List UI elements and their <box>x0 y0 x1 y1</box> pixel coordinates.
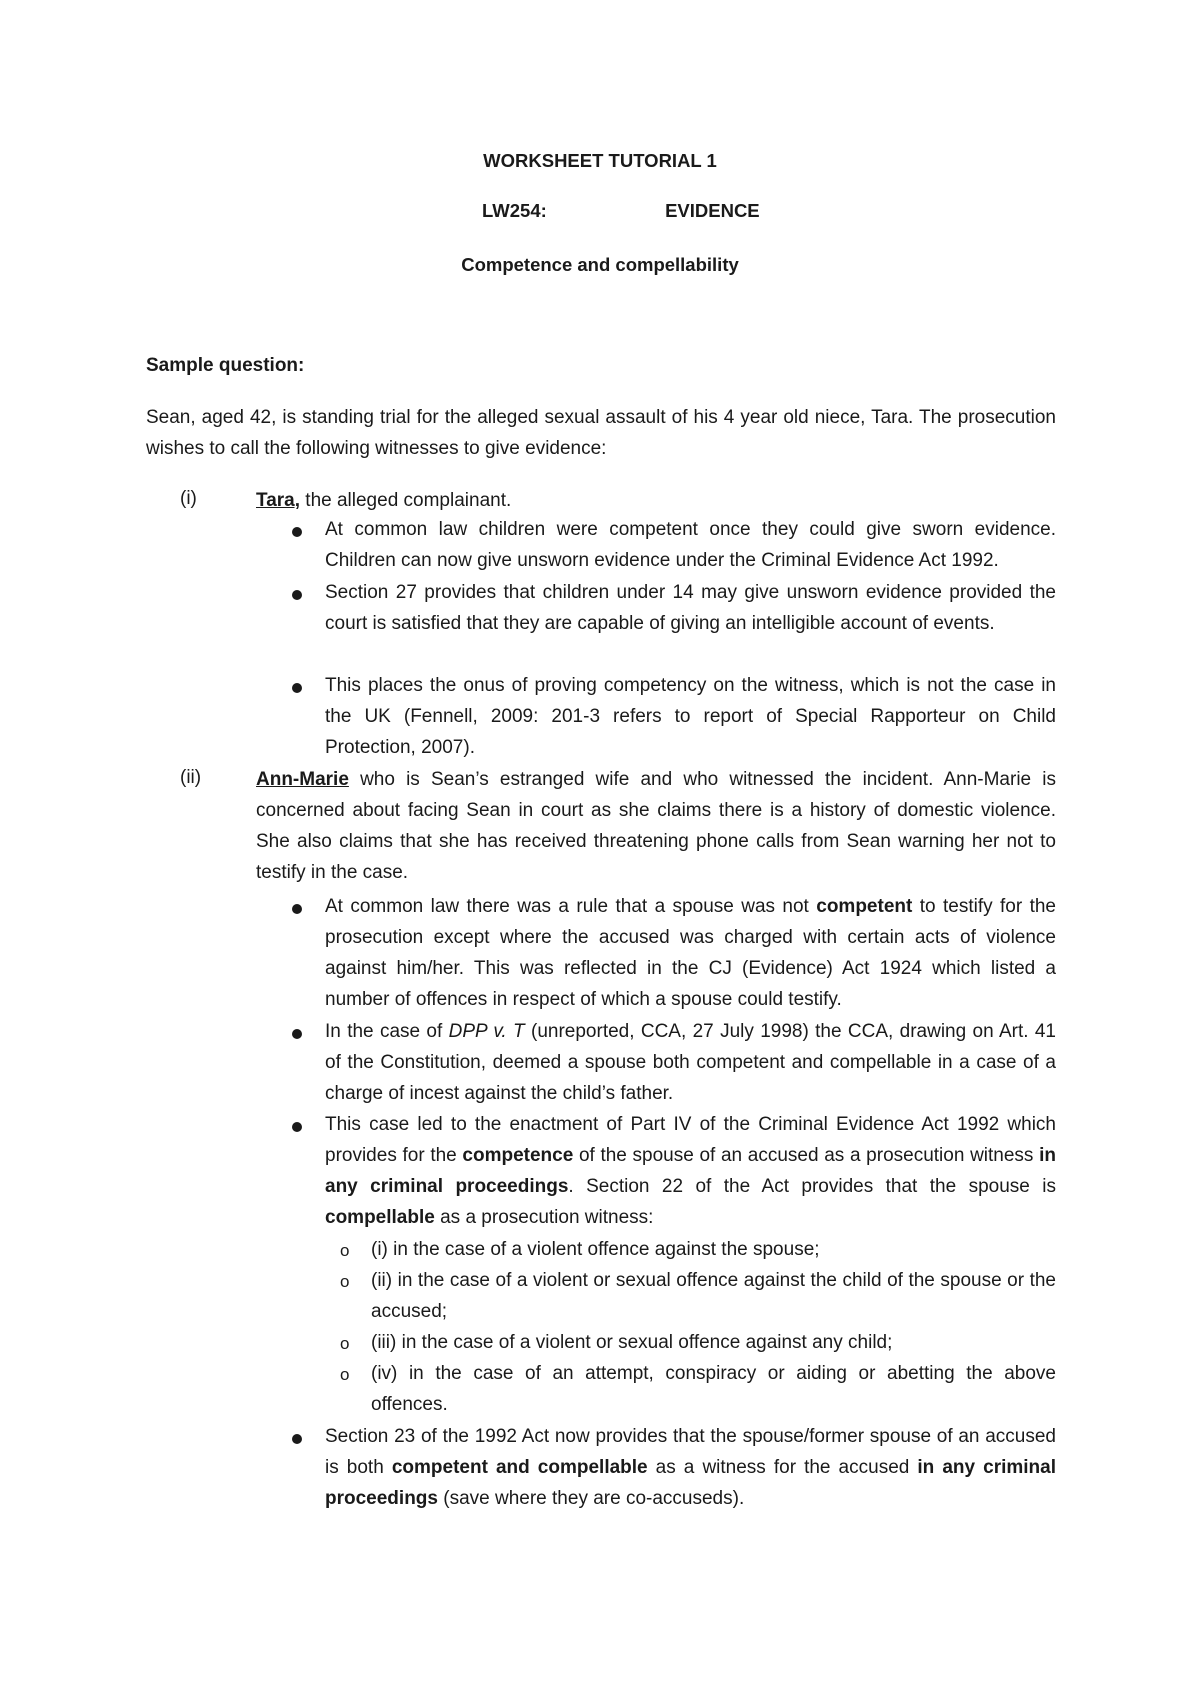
text-run: as a prosecution witness: <box>434 1207 654 1228</box>
bullet-icon <box>292 683 302 693</box>
text-run: (unreported, CCA, 27 July 1998) the CCA, drawing on Art. 41 of the Constitution, deemed a spouse both competent and compellable in a case of a charge of incest against the child’s father. <box>325 1021 1056 1104</box>
witness-ii-sub-1: (i) in the case of a violent offence against the spouse; <box>371 1239 820 1260</box>
bullet-icon <box>292 1434 302 1444</box>
witness-ii-marker: (ii) <box>180 767 202 788</box>
bullet-icon <box>292 590 302 600</box>
text-run-bold: compellable <box>325 1207 435 1228</box>
witness-ii-bullet-2 <box>325 1016 1056 1109</box>
witness-ii-desc: who is Sean’s estranged wife and who witnessed the incident. Ann-Marie is concerned about facing Sean in court as she claims there is a history of domestic violence. She also claims that she has received threatening phone calls from Sean warning her not to testify in the case. <box>256 769 1056 883</box>
sample-question-intro: Sean, aged 42, is standing trial for the alleged sexual assault of his 4 year old niece, Tara. The prosecution wishes to call the following witnesses to give evidence: <box>146 407 1056 459</box>
bullet-icon <box>292 904 302 914</box>
witness-ii-bullet-1 <box>325 891 1056 1015</box>
witness-i-heading <box>256 485 1056 516</box>
text-run-bold: competent and compellable <box>391 1457 648 1478</box>
witness-ii-bullet-3 <box>325 1109 1056 1233</box>
course-name: EVIDENCE <box>665 200 760 221</box>
witness-i-desc: the alleged complainant. <box>300 490 512 511</box>
case-name: DPP v. T <box>448 1021 525 1042</box>
witness-i-bullet-1: At common law children were competent once they could give sworn evidence. Children can now give unsworn evidence under the Criminal Evidence Act 1992. <box>325 519 1056 571</box>
sub-bullet-marker: o <box>340 1272 350 1291</box>
topic-heading: Competence and compellability <box>461 254 739 275</box>
bullet-icon <box>292 527 302 537</box>
bullet-icon <box>292 1029 302 1039</box>
witness-i-bullet-2: Section 27 provides that children under 14 may give unsworn evidence provided the court is satisfied that they are capable of giving an intelligible account of events. <box>325 582 1056 634</box>
sub-bullet-marker: o <box>340 1334 350 1353</box>
text-run-bold: competent <box>816 896 913 917</box>
witness-ii-heading <box>256 764 1056 888</box>
witness-ii-bullet-4 <box>325 1421 1056 1514</box>
witness-i-marker: (i) <box>180 488 197 509</box>
witness-ii-sub-3: (iii) in the case of a violent or sexual offence against any child; <box>371 1332 893 1353</box>
text-run: . Section 22 of the Act provides that the spouse is <box>568 1176 1056 1197</box>
text-run-bold: in any criminal proceedings <box>325 1457 1056 1509</box>
bullet-icon <box>292 1122 302 1132</box>
witness-ii-sub-2: (ii) in the case of a violent or sexual offence against the child of the spouse or the accused; <box>371 1270 1056 1322</box>
text-run: to testify for the prosecution except where the accused was charged with certain acts of violence against him/her. This was reflected in the CJ (Evidence) Act 1924 which listed a number of offences in respect of which a spouse could testify. <box>325 896 1057 1010</box>
sub-bullet-marker: o <box>340 1365 350 1384</box>
sub-bullet-marker: o <box>340 1241 350 1260</box>
text-run: At common law there was a rule that a spouse was not <box>325 896 817 917</box>
sample-question-label: Sample question: <box>146 355 305 376</box>
witness-ii-name: Ann-Marie <box>256 769 349 790</box>
text-run: as a witness for the accused <box>647 1457 918 1478</box>
worksheet-title: WORKSHEET TUTORIAL 1 <box>483 150 717 171</box>
text-run: of the spouse of an accused as a prosecution witness <box>573 1145 1040 1166</box>
text-run: Section 23 of the 1992 Act now provides that the spouse/former spouse of an accused is both <box>325 1426 1056 1478</box>
text-run: This case led to the enactment of Part IV of the Criminal Evidence Act 1992 which provides for the <box>325 1114 1056 1166</box>
course-code: LW254: <box>482 200 547 221</box>
course-line <box>482 200 760 222</box>
text-run: (save where they are co-accuseds). <box>437 1488 745 1509</box>
text-run-bold: competence <box>462 1145 574 1166</box>
witness-ii-sub-4: (iv) in the case of an attempt, conspiracy or aiding or abetting the above offences. <box>371 1363 1056 1415</box>
text-run: In the case of <box>325 1021 449 1042</box>
witness-i-bullet-3: This places the onus of proving competency on the witness, which is not the case in the UK (Fennell, 2009: 201-3 refers to report of Special Rapporteur on Child Protection, 2007). <box>325 675 1056 758</box>
witness-i-name: Tara, <box>256 490 301 511</box>
text-run-bold: in any criminal proceedings <box>325 1145 1056 1197</box>
